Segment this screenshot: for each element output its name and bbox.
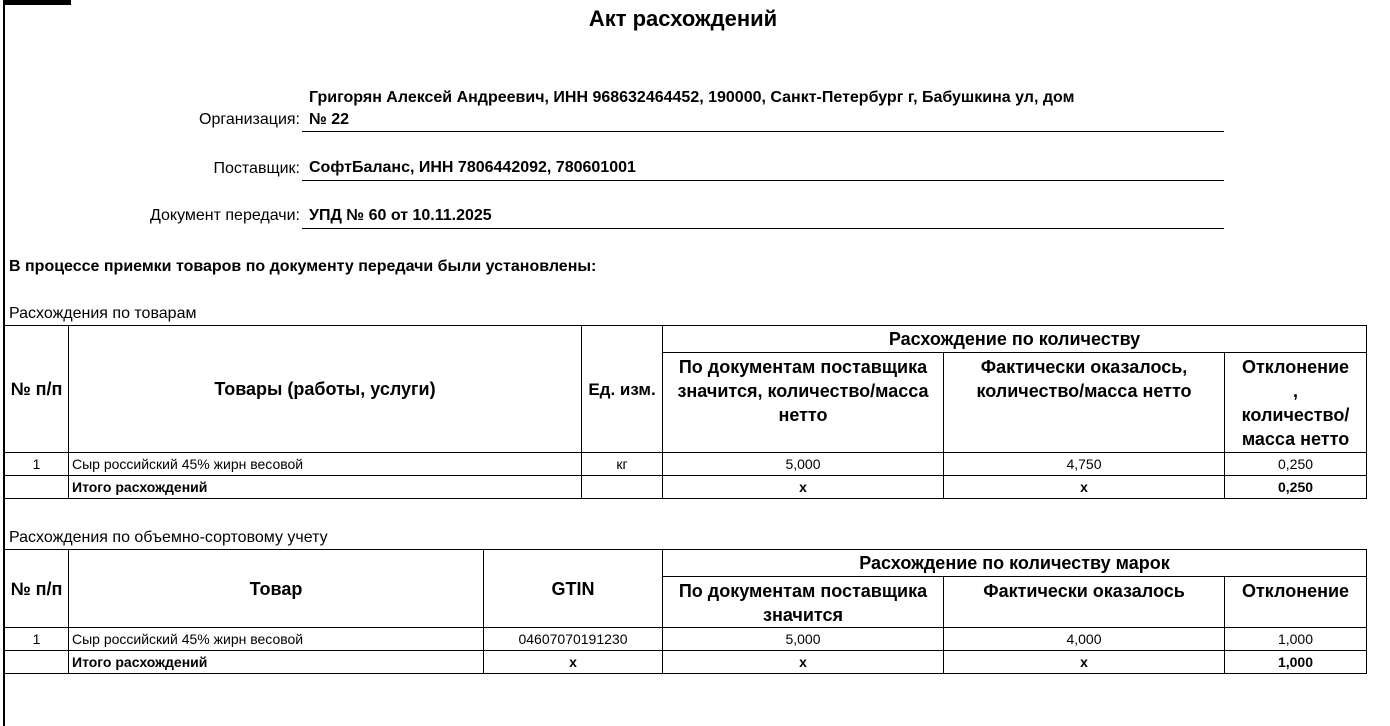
goods-header-fact-qty: Фактически оказалось, количество/масса нетто [944,353,1225,453]
organization-value-line1: Григорян Алексей Андреевич, ИНН 968632464452, 190000, Санкт-Петербург г, Бабушкина ул, дом [309,89,1075,106]
sort-row-name: Сыр российский 45% жирн весовой [69,628,484,651]
document-label: Документ передачи: [149,207,300,224]
organization-value-line2: № 22 [309,111,350,128]
goods-total-dev: 0,250 [1225,476,1367,499]
sort-header-fact-qty: Фактически оказалось [944,577,1225,628]
goods-table [4,325,1367,499]
document-underline [302,228,1224,229]
sort-row-doc: 5,000 [663,628,944,651]
goods-header-deviation-line2: , [1293,381,1299,401]
goods-header-deviation [1225,353,1367,453]
supplier-value: СофтБаланс, ИНН 7806442092, 780601001 [309,159,636,176]
table-total-row [5,476,1367,499]
goods-header-doc-qty: По документам поставщика значится, количество/масса нетто [663,353,944,453]
table-total-row [5,651,1367,674]
goods-row-unit: кг [582,453,663,476]
intro-text: В процессе приемки товаров по документу передачи были установлены: [9,258,597,275]
goods-row-num: 1 [5,453,69,476]
goods-row-name: Сыр российский 45% жирн весовой [69,453,582,476]
sort-header-dev: Отклонение [1225,577,1367,628]
supplier-label: Поставщик: [213,160,300,177]
sort-total-label: Итого расхождений [69,651,484,674]
goods-header-deviation-line1: Отклонение [1241,357,1350,377]
sort-row-num: 1 [5,628,69,651]
sort-total-fact: x [944,651,1225,674]
sort-row-gtin: 04607070191230 [484,628,663,651]
goods-row-dev: 0,250 [1225,453,1367,476]
sort-header-doc-qty: По документам поставщика значится [663,577,944,628]
page-title: Акт расхождений [588,6,778,31]
goods-header-deviation-line4: масса нетто [1241,429,1350,449]
goods-total-label: Итого расхождений [69,476,582,499]
sort-header-name: Товар [69,550,484,628]
goods-total-doc: x [663,476,944,499]
goods-row-fact: 4,750 [944,453,1225,476]
goods-section-title: Расхождения по товарам [9,305,197,322]
sort-row-dev: 1,000 [1225,628,1367,651]
sort-header-group: Расхождение по количеству марок [663,550,1367,577]
table-row [5,628,1367,651]
goods-header-unit: Ед. изм. [582,326,663,453]
sort-total-gtin: x [484,651,663,674]
goods-header-group: Расхождение по количеству [663,326,1367,353]
table-row [5,453,1367,476]
sort-section-title: Расхождения по объемно-сортовому учету [9,529,328,546]
sort-header-gtin: GTIN [484,550,663,628]
goods-total-fact: x [944,476,1225,499]
page-corner-mark [3,0,71,5]
sort-header-num: № п/п [5,550,69,628]
sort-table [4,549,1367,674]
organization-label: Организация: [199,111,300,128]
goods-header-deviation-line3: количество/ [1241,405,1350,425]
sort-total-doc: x [663,651,944,674]
sort-row-fact: 4,000 [944,628,1225,651]
sort-total-dev: 1,000 [1225,651,1367,674]
document-value: УПД № 60 от 10.11.2025 [309,207,492,224]
goods-header-name: Товары (работы, услуги) [69,326,582,453]
goods-row-doc: 5,000 [663,453,944,476]
goods-header-num: № п/п [5,326,69,453]
organization-underline [302,131,1224,132]
supplier-underline [302,180,1224,181]
